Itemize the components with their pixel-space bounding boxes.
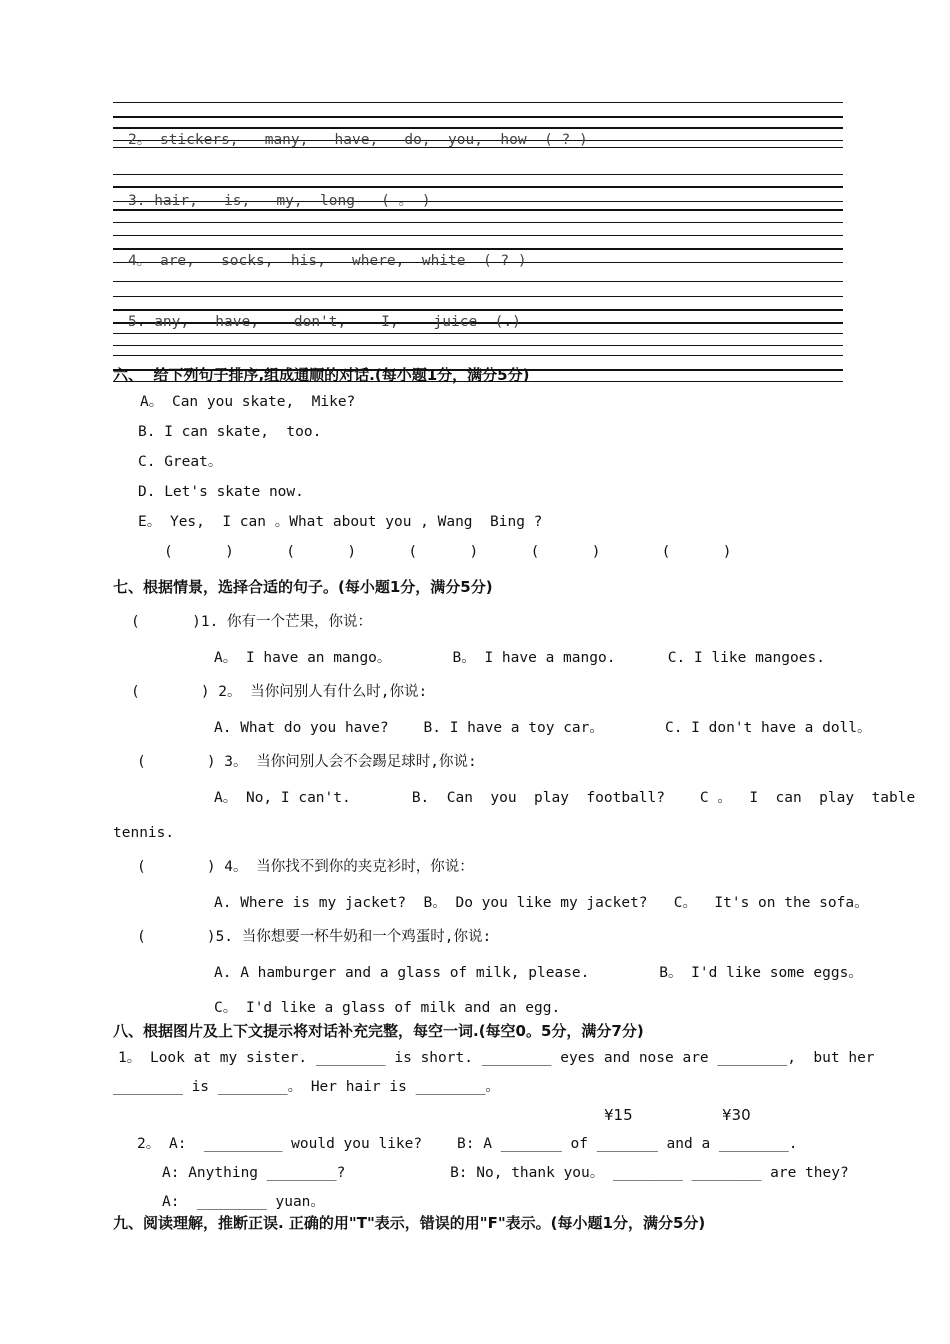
- writing-line: [113, 355, 843, 356]
- writing-line: [113, 116, 843, 118]
- order-answer-blanks[interactable]: ( ) ( ) ( ) ( ) ( ): [164, 544, 732, 560]
- question-7-4: ( ) 4。 当你找不到你的夹克衫时，你说：: [137, 859, 474, 875]
- reorder-item-2: 2。 stickers, many, have, do, you, how ( ? ): [128, 132, 588, 148]
- fill-q2-line2: A: Anything ________? B: No, thank you。 ________ ________ are they?: [162, 1165, 849, 1181]
- dialog-option-b: B. I can skate, too.: [138, 424, 322, 440]
- section9-heading: 九、阅读理解，推断正误. 正确的用"T"表示，错误的用"F"表示。(每小题1分，满分5分): [113, 1214, 706, 1232]
- writing-line: [113, 174, 843, 175]
- writing-line: [113, 345, 843, 346]
- price-label: ¥15: [604, 1106, 633, 1124]
- options-7-5: A. A hamburger and a glass of milk, please. B。 I'd like some eggs。: [214, 965, 863, 981]
- question-7-1: ( )1. 你有一个芒果，你说：: [131, 614, 373, 630]
- writing-line: [113, 309, 843, 311]
- writing-line: [113, 222, 843, 223]
- section6-heading: 六、 给下列句子排序,组成通顺的对话.(每小题1分，满分5分): [113, 366, 530, 384]
- writing-line: [113, 333, 843, 334]
- writing-line: [113, 235, 843, 236]
- options-7-2: A. What do you have? B. I have a toy car。 C. I don't have a doll。: [214, 720, 872, 736]
- options-7-1: A。 I have an mango。 B。 I have a mango. C. I like mangoes.: [214, 650, 825, 666]
- section8-heading: 八、根据图片及上下文提示将对话补充完整，每空一词.(每空0。5分，满分7分): [113, 1022, 644, 1040]
- reorder-item-4: 4。 are, socks, his, where, white ( ? ): [128, 253, 527, 269]
- dialog-option-e: E。 Yes, I can 。What about you , Wang Bing ?: [138, 514, 543, 530]
- dialog-option-c: C. Great。: [138, 454, 223, 470]
- fill-q1-line2: ________ is ________。 Her hair is ________。: [113, 1079, 500, 1095]
- options-7-3-cont: tennis.: [113, 825, 175, 841]
- options-7-4: A. Where is my jacket? B。 Do you like my jacket? C。 It's on the sofa。: [214, 895, 869, 911]
- dialog-option-a: A。 Can you skate, Mike?: [140, 394, 356, 410]
- writing-line: [113, 296, 843, 297]
- section7-heading: 七、根据情景，选择合适的句子。(每小题1分，满分5分): [113, 578, 493, 596]
- fill-q2-line3: A: ________ yuan。: [162, 1194, 325, 1210]
- options-7-5-c: C。 I'd like a glass of milk and an egg.: [214, 1000, 561, 1016]
- question-7-3: ( ) 3。 当你问别人会不会踢足球时,你说:: [137, 754, 477, 770]
- writing-line: [113, 102, 843, 103]
- fill-q2-line1: 2。 A: _________ would you like? B: A _______ of _______ and a ________.: [137, 1136, 798, 1152]
- question-7-2: ( ) 2。 当你问别人有什么时,你说:: [131, 684, 428, 700]
- question-7-5: ( )5. 当你想要一杯牛奶和一个鸡蛋时,你说:: [137, 929, 492, 945]
- writing-line: [113, 248, 843, 250]
- reorder-item-5: 5. any, have, don't, I, juice (.): [128, 314, 521, 330]
- writing-line: [113, 127, 843, 129]
- writing-line: [113, 281, 843, 282]
- fill-q1-line1: 1。 Look at my sister. ________ is short. ________ eyes and nose are ________, but her: [118, 1050, 875, 1066]
- dialog-option-d: D. Let's skate now.: [138, 484, 304, 500]
- price-label: ¥30: [722, 1106, 751, 1124]
- writing-line: [113, 186, 843, 188]
- reorder-item-3: 3. hair, is, my, long ( 。 ): [128, 193, 431, 209]
- options-7-3: A。 No, I can't. B. Can you play football? C 。 I can play table: [214, 790, 916, 806]
